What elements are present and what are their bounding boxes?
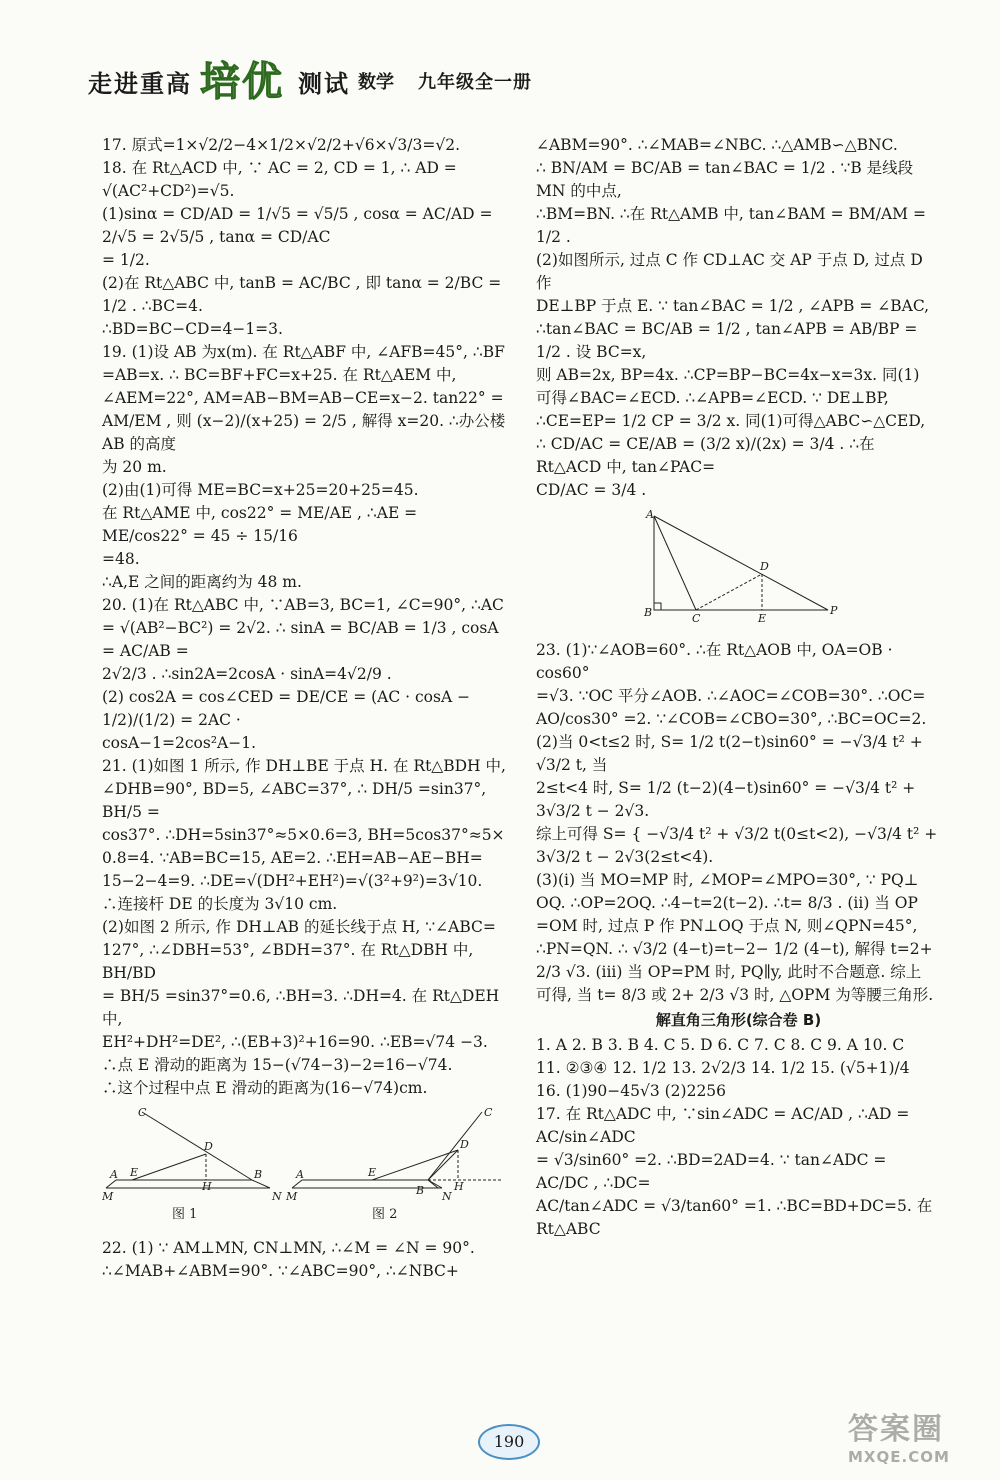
text-line: = √(AB²−BC²) = 2√2. ∴ sinA = BC/AB = 1/3 , cosA = AC/AB = <box>102 619 499 660</box>
text-line: EH²+DH²=DE², ∴(EB+3)²+16=90. ∴EB=√74 −3. <box>102 1033 488 1051</box>
svg-text:B: B <box>416 1184 425 1197</box>
svg-text:H: H <box>202 1180 212 1193</box>
text-line: ∠ABM=90°. ∴∠MAB=∠NBC. ∴△AMB∽△BNC. <box>536 136 898 154</box>
text-line: =√3. ∵OC 平分∠AOB. ∴∠AOC=∠COB=30°. ∴OC= <box>536 687 926 705</box>
watermark-logo: 答案圈 <box>848 1412 944 1447</box>
subject: 数学 <box>358 72 394 93</box>
fig1-caption: 图 1 <box>172 1207 198 1222</box>
text-line: 22. (1) ∵ AM⊥MN, CN⊥MN, ∴∠M = ∠N = 90°. <box>102 1239 475 1257</box>
text-line: cosA−1=2cos²A−1. <box>102 734 257 752</box>
text-line: ∠DHB=90°, BD=5, ∠ABC=37°, ∴ DH/5 =sin37°, BH/5 = <box>102 780 487 821</box>
svg-text:E: E <box>368 1166 377 1179</box>
text-line: ∴ BN/AM = BC/AB = tan∠BAC = 1/2 . ∵B 是线段 MN 的中点, <box>536 159 914 200</box>
text-line: DE⊥BP 于点 E. ∵ tan∠BAC = 1/2 , ∠APB = ∠BAC, <box>536 297 930 315</box>
text-line: 2√2/3 . ∴sin2A=2cosA · sinA=4√2/9 . <box>102 665 392 683</box>
text-line: 17. 原式=1×√2/2−4×1/2×√2/2+√6×√3/3=√2. <box>102 136 461 154</box>
text-line: ∴BM=BN. ∴在 Rt△AMB 中, tan∠BAM = BM/AM = 1/2 . <box>536 205 926 246</box>
text-line: (1)sinα = CD/AD = 1/√5 = √5/5 , cosα = AC/AD = 2/√5 = 2√5/5 , tanα = CD/AC <box>102 205 493 246</box>
text-line: 17. 在 Rt△ADC 中, ∵sin∠ADC = AC/AD , ∴AD = AC/sin∠ADC <box>536 1105 910 1146</box>
figure-triangle <box>536 508 941 633</box>
svg-text:M: M <box>102 1190 114 1203</box>
fig2-caption: 图 2 <box>372 1207 398 1222</box>
text-line: 在 Rt△AME 中, cos22° = ME/AE , ∴AE = ME/cos22° = 45 ÷ 15/16 <box>102 504 418 545</box>
text-line: ∴ CD/AC = CE/AB = (3/2 x)/(2x) = 3/4 . ∴在 Rt△ACD 中, tan∠PAC= <box>536 435 875 476</box>
right-column <box>536 134 941 1241</box>
svg-text:C: C <box>138 1106 147 1119</box>
svg-text:E: E <box>130 1166 139 1179</box>
text-line: = BH/5 =sin37°=0.6, ∴BH=3. ∴DH=4. 在 Rt△DEH 中, <box>102 987 500 1028</box>
text-line: ∴这个过程中点 E 滑动的距离为(16−√74)cm. <box>102 1079 428 1097</box>
svg-text:B: B <box>254 1168 263 1181</box>
text-line: CD/AC = 3/4 . <box>536 481 647 499</box>
text-line: √(AC²+CD²)=√5. <box>102 182 235 200</box>
svg-text:H: H <box>454 1180 464 1193</box>
text-line: = 1/2. <box>102 251 150 269</box>
svg-text:P: P <box>830 604 838 617</box>
figure-2 <box>285 1106 502 1203</box>
text-line: (2)如图所示, 过点 C 作 CD⊥AC 交 AP 于点 D, 过点 D 作 <box>536 251 923 292</box>
answers-line: 16. (1)90−45√3 (2)2256 <box>536 1082 727 1100</box>
text-line: 15−2−4=9. ∴DE=√(DH²+EH²)=√(3²+9²)=3√10. <box>102 872 483 890</box>
svg-text:E: E <box>758 612 767 625</box>
svg-text:D: D <box>204 1140 213 1153</box>
grade: 九年级全一册 <box>418 72 532 93</box>
section-title: 解直角三角形(综合卷 B) <box>655 1011 822 1029</box>
text-line: 0.8=4. ∵AB=BC=15, AE=2. ∴EH=AB−AE−BH= <box>102 849 483 867</box>
svg-text:A: A <box>646 508 654 521</box>
left-column <box>102 134 507 1283</box>
brand-part2: 培优 <box>200 59 284 105</box>
text-line: 20. (1)在 Rt△ABC 中, ∵AB=3, BC=1, ∠C=90°, ∴AC <box>102 596 504 614</box>
text-line: cos37°. ∴DH=5sin37°≈5×0.6=3, BH=5cos37°≈5× <box>102 826 505 844</box>
text-line: 为 20 m. <box>102 458 167 476</box>
figure-1 <box>102 1106 282 1203</box>
svg-text:D: D <box>460 1138 469 1151</box>
text-line: 则 AB=2x, BP=4x. ∴CP=BP−BC=4x−x=3x. 同(1) <box>536 366 920 384</box>
text-line: 21. (1)如图 1 所示, 作 DH⊥BE 于点 H. 在 Rt△BDH 中, <box>102 757 506 775</box>
svg-text:A: A <box>110 1168 118 1181</box>
svg-text:A: A <box>296 1168 304 1181</box>
watermark <box>848 1404 993 1474</box>
text-line: (2)如图 2 所示, 作 DH⊥AB 的延长线于点 H, ∵∠ABC= <box>102 918 496 936</box>
text-line: 2/3 √3. (iii) 当 OP=PM 时, PQ∥y, 此时不合题意. 综上 <box>536 963 922 981</box>
svg-text:B: B <box>644 606 653 619</box>
text-line: =AB=x. ∴ BC=BF+FC=x+25. 在 Rt△AEM 中, <box>102 366 457 384</box>
text-line: = √3/sin60° =2. ∴BD=2AD=4. ∵ tan∠ADC = AC/DC , ∴DC= <box>536 1151 887 1192</box>
text-line: ∴BD=BC−CD=4−1=3. <box>102 320 283 338</box>
page-footer <box>478 1424 558 1464</box>
text-line: 2≤t<4 时, S= 1/2 (t−2)(4−t)sin60° = −√3/4 t² + 3√3/2 t − 2√3. <box>536 779 916 820</box>
text-line: (2) cos2A = cos∠CED = DE/CE = (AC · cosA − 1/2)/(1/2) = 2AC · <box>102 688 471 729</box>
text-line: =OM 时, 过点 P 作 PN⊥OQ 于点 N, 则∠QPN=45°, <box>536 917 918 935</box>
text-line: (2)当 0<t≤2 时, S= 1/2 t(2−t)sin60° = −√3/4 t² + √3/2 t, 当 <box>536 733 923 774</box>
answers-line: 1. A 2. B 3. B 4. C 5. D 6. C 7. C 8. C 9. A 10. C <box>536 1036 905 1054</box>
figures-1-2 <box>102 1106 507 1231</box>
text-line: (2)在 Rt△ABC 中, tanB = AC/BC , 即 tanα = 2/BC = 1/2 . ∴BC=4. <box>102 274 502 315</box>
text-line: ∴点 E 滑动的距离为 15−(√74−3)−2=16−√74. <box>102 1056 453 1074</box>
text-line: ∴CE=EP= 1/2 CP = 3/2 x. 同(1)可得△ABC∽△CED, <box>536 412 926 430</box>
watermark-url: MXQE.COM <box>848 1448 950 1466</box>
brand-part3: 测试 <box>298 70 350 98</box>
svg-text:N: N <box>272 1190 282 1203</box>
svg-text:C: C <box>484 1106 493 1119</box>
text-line: ∴PN=QN. ∴ √3/2 (4−t)=t−2− 1/2 (4−t), 解得 t=2+ <box>536 940 933 958</box>
text-line: 可得∠BAC=∠ECD. ∴∠APB=∠ECD. ∵ DE⊥BP, <box>536 389 889 407</box>
triangle-diagram <box>536 508 941 626</box>
text-line: (2)由(1)可得 ME=BC=x+25=20+25=45. <box>102 481 419 499</box>
text-line: 可得, 当 t= 8/3 或 2+ 2/3 √3 时, △OPM 为等腰三角形. <box>536 986 934 1004</box>
svg-text:M: M <box>286 1190 298 1203</box>
svg-text:D: D <box>760 560 769 573</box>
svg-text:N: N <box>442 1190 452 1203</box>
text-line: AC/tan∠ADC = √3/tan60° =1. ∴BC=BD+DC=5. 在 Rt△ABC <box>536 1197 933 1238</box>
text-line: ∴tan∠BAC = BC/AB = 1/2 , tan∠APB = AB/BP = 1/2 . 设 BC=x, <box>536 320 918 361</box>
brand-part1: 走进重高 <box>88 70 192 98</box>
text-line: =48. <box>102 550 140 568</box>
text-line: 23. (1)∵∠AOB=60°. ∴在 Rt△AOB 中, OA=OB · cos60° <box>536 641 893 682</box>
text-line: AM/EM , 则 (x−2)/(x+25) = 2/5 , 解得 x=20. ∴办公楼 AB 的高度 <box>102 412 506 453</box>
page-number: 190 <box>478 1424 540 1460</box>
page-header <box>88 50 908 110</box>
geometry-figures <box>102 1106 507 1224</box>
text-line: 18. 在 Rt△ACD 中, ∵ AC = 2, CD = 1, ∴ AD = <box>102 159 457 177</box>
answers-line: 11. ②③④ 12. 1/2 13. 2√2/3 14. 1/2 15. (√5+1)/4 <box>536 1059 910 1077</box>
text-line: ∴连接杆 DE 的长度为 3√10 cm. <box>102 895 338 913</box>
text-line: ∴∠MAB+∠ABM=90°. ∵∠ABC=90°, ∴∠NBC+ <box>102 1262 459 1280</box>
text-line: 综上可得 S= { −√3/4 t² + √3/2 t(0≤t<2), −√3/4 t² + 3√3/2 t − 2√3(2≤t<4). <box>536 825 938 866</box>
text-line: 19. (1)设 AB 为x(m). 在 Rt△ABF 中, ∠AFB=45°, ∴BF <box>102 343 505 361</box>
text-line: (3)(i) 当 MO=MP 时, ∠MOP=∠MPO=30°, ∵ PQ⊥ <box>536 871 919 889</box>
text-line: 127°, ∴∠DBH=53°, ∠BDH=37°. 在 Rt△DBH 中, BH/BD <box>102 941 474 982</box>
text-line: AO/cos30° =2. ∵∠COB=∠CBO=30°, ∴BC=OC=2. <box>536 710 927 728</box>
svg-text:C: C <box>692 612 701 625</box>
text-line: ∠AEM=22°, AM=AB−BM=AB−CE=x−2. tan22° = <box>102 389 504 407</box>
text-line: OQ. ∴OP=2OQ. ∴4−t=2(t−2). ∴t= 8/3 . (ii) 当 OP <box>536 894 918 912</box>
text-line: ∴A,E 之间的距离约为 48 m. <box>102 573 302 591</box>
